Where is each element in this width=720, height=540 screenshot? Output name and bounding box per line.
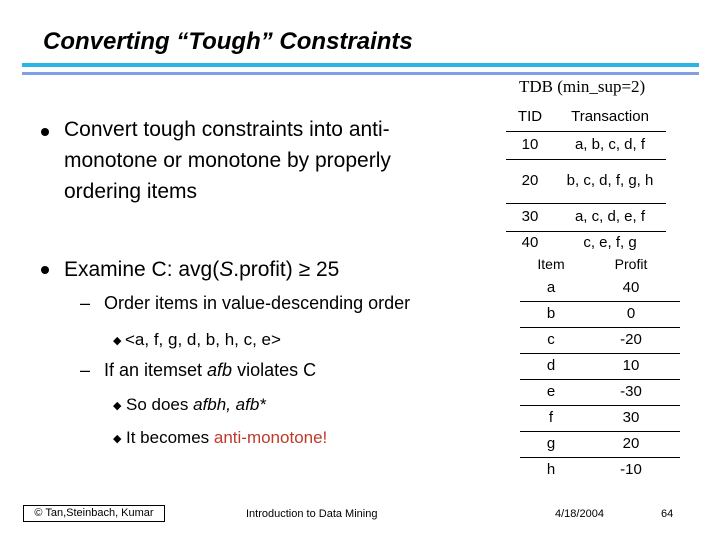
- profit-value: 40: [622, 278, 640, 296]
- item-ordering: <a, f, g, d, b, h, c, e>: [125, 330, 281, 349]
- profit-value: -10: [582, 457, 680, 483]
- profit-header-row: [520, 253, 680, 275]
- table-row: [520, 457, 680, 483]
- profit-item: f: [520, 405, 582, 431]
- table-row: [520, 327, 680, 353]
- profit-item: a: [546, 278, 556, 296]
- bullet-dot-1: [41, 128, 49, 136]
- table-row: [506, 131, 666, 159]
- table-row: [520, 379, 680, 405]
- sub-bullet-order-items: Order items in value-descending order: [104, 293, 411, 313]
- profit-value: -30: [582, 379, 680, 405]
- profit-item: g: [520, 431, 582, 457]
- tdb-transaction: a, c, d, e, f: [554, 203, 666, 231]
- profit-item: h: [520, 457, 582, 483]
- becomes-anti-monotone: It becomes anti-monotone!: [126, 428, 328, 447]
- table-row: [520, 301, 680, 327]
- table-row: [506, 203, 666, 231]
- table-row: [520, 353, 680, 379]
- tdb-caption: TDB (min_sup=2): [519, 77, 646, 96]
- table-row: [506, 159, 666, 203]
- footer-course: Introduction to Data Mining: [246, 508, 378, 520]
- footer-copyright: © Tan,Steinbach, Kumar: [23, 505, 165, 522]
- profit-item: e: [520, 379, 582, 405]
- profit-item: c: [520, 327, 582, 353]
- so-does-afbh: So does afbh, afb*: [126, 395, 266, 414]
- tdb-table: [506, 103, 666, 254]
- tdb-header-transaction: Transaction: [571, 107, 649, 125]
- profit-value: 0: [582, 301, 680, 327]
- tdb-tid: 40: [506, 231, 554, 254]
- tdb-transaction: b, c, d, f, g, h: [554, 159, 666, 203]
- table-row: [520, 275, 680, 301]
- tdb-header-row: [506, 103, 666, 131]
- title-divider-top: [22, 63, 699, 67]
- table-row: [520, 431, 680, 457]
- tdb-header-tid: TID: [517, 107, 543, 125]
- slide-title: Converting “Tough” Constraints: [43, 28, 413, 55]
- footer-date: 4/18/2004: [555, 508, 604, 520]
- diamond-bullet-icon: ◆: [113, 400, 122, 412]
- bullet-dot-2: [41, 266, 49, 274]
- profit-table: [520, 253, 680, 483]
- diamond-bullet-icon: ◆: [113, 335, 122, 347]
- profit-value: 10: [582, 353, 680, 379]
- dash-1: –: [80, 293, 91, 313]
- profit-header-item: Item: [537, 256, 565, 272]
- bullet-convert-tough: Convert tough constraints into anti-monotone or monotone by properly ordering items: [64, 118, 391, 203]
- bullet-examine-c: Examine C: avg(S.profit) ≥ 25: [64, 258, 340, 281]
- profit-item: b: [520, 301, 582, 327]
- profit-value: 30: [582, 405, 680, 431]
- sub-bullet-afb-violates: If an itemset afb violates C: [104, 360, 317, 380]
- title-divider-bottom: [22, 72, 699, 75]
- tdb-tid: 10: [506, 131, 554, 159]
- table-row: [506, 231, 666, 254]
- tdb-tid: 30: [506, 203, 554, 231]
- profit-item: d: [520, 353, 582, 379]
- tdb-transaction: a, b, c, d, f: [554, 131, 666, 159]
- diamond-bullet-icon: ◆: [113, 433, 122, 445]
- footer-page-number: 64: [661, 508, 674, 520]
- dash-2: –: [80, 360, 91, 380]
- tdb-tid: 20: [506, 159, 554, 203]
- tdb-transaction: c, e, f, g: [554, 231, 666, 254]
- table-row: [520, 405, 680, 431]
- profit-value: 20: [582, 431, 680, 457]
- profit-header-profit: Profit: [614, 256, 648, 272]
- profit-value: -20: [582, 327, 680, 353]
